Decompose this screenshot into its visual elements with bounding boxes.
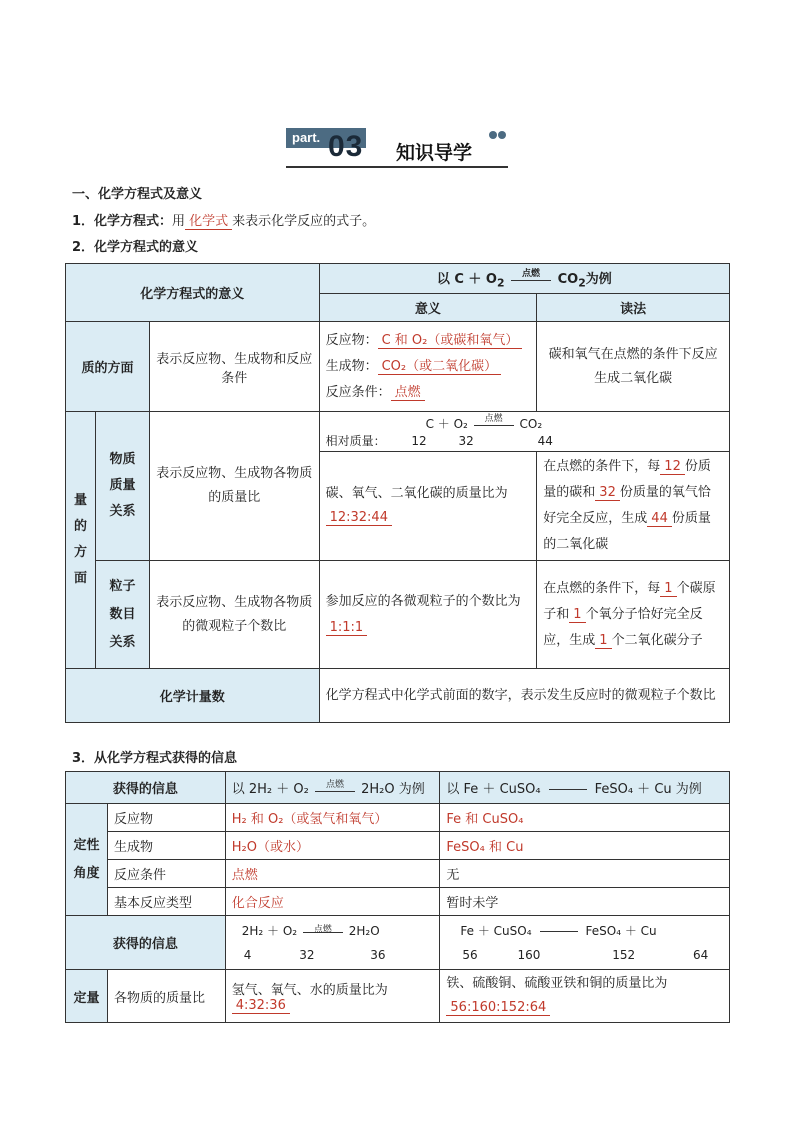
r3-v2: 无 <box>440 860 730 888</box>
part-number: 03 <box>328 130 364 163</box>
dx-label: 定性 角度 <box>66 804 108 916</box>
liang-label: 量 的 方 面 <box>66 412 96 669</box>
m-desc: 表示反应物、生成物各物质的质量比 <box>149 412 319 561</box>
meaning-table <box>65 263 730 723</box>
q-label: 质的方面 <box>66 322 150 412</box>
j-label: 化学计量数 <box>66 669 320 723</box>
i-label: 获得的信息 <box>66 916 226 970</box>
p-ratio: 参加反应的各微观粒子的个数比为1:1:1 <box>319 561 537 669</box>
r2-v2: FeSO₄ 和 Cu <box>440 832 730 860</box>
h-info: 获得的信息 <box>66 772 226 804</box>
i-eq2: Fe ＋ CuSO₄ FeSO₄ ＋ Cu 56 160 152 64 <box>440 916 730 970</box>
section-title: 知识导学 <box>396 142 473 164</box>
m-label: 物质 质量 关系 <box>95 412 149 561</box>
r1-label: 反应物 <box>107 804 225 832</box>
h-dufa: 读法 <box>537 294 730 322</box>
def-line: 1．化学方程式：用 化学式 来表示化学反应的式子。 <box>72 214 376 229</box>
dl-sub: 各物质的质量比 <box>107 970 225 1023</box>
h-ex2: 以 Fe ＋ CuSO₄ FeSO₄ ＋ Cu 为例 <box>440 772 730 804</box>
dl-v1: 氢气、氧气、水的质量比为4:32:36 <box>225 970 440 1023</box>
m-read: 在点燃的条件下，每 12 份质量的碳和 32 份质量的氧气恰好完全反应，生成 44 份质量的二氧化碳 <box>537 452 730 561</box>
r2-label: 生成物 <box>107 832 225 860</box>
s3-title: 3．从化学方程式获得的信息 <box>72 751 238 766</box>
q-desc: 表示反应物、生成物和反应条件 <box>149 322 319 412</box>
r1-v1: H₂ 和 O₂（或氢气和氧气） <box>225 804 440 832</box>
s1-title: 一、化学方程式及意义 <box>72 187 203 202</box>
info-table <box>65 771 730 1023</box>
i-eq1: 2H₂ ＋ O₂ 点燃 2H₂O 4 32 36 <box>225 916 440 970</box>
dl-v2: 铁、硫酸铜、硫酸亚铁和铜的质量比为 56:160:152:64 <box>440 970 730 1023</box>
r4-label: 基本反应类型 <box>107 888 225 916</box>
p-read: 在点燃的条件下，每 1 个碳原子和 1 个氧分子恰好完全反应，生成 1 个二氧化碳分子 <box>537 561 730 669</box>
section-header <box>286 126 508 168</box>
dl-label: 定量 <box>66 970 108 1023</box>
r4-v2: 暂时未学 <box>440 888 730 916</box>
r4-v1: 化合反应 <box>225 888 440 916</box>
h-example: 以 $C + O_2$ 点燃 $CO_2$为例 <box>319 264 729 294</box>
r3-label: 反应条件 <box>107 860 225 888</box>
decor-dots-icon <box>488 128 508 142</box>
q-read: 碳和氧气在点燃的条件下反应生成二氧化碳 <box>537 322 730 412</box>
p-label: 粒子 数目 关系 <box>95 561 149 669</box>
m-equation: C ＋ O₂ 点燃 CO₂ 相对质量： 12 32 44 <box>319 412 729 452</box>
blank-def: 化学式 <box>185 214 232 230</box>
part-tag: part. <box>286 128 366 148</box>
p-desc: 表示反应物、生成物各物质的微观粒子个数比 <box>149 561 319 669</box>
s2-title: 2．化学方程式的意义 <box>72 240 199 255</box>
q-meaning: 反应物： C 和 O₂（或碳和氧气） 生成物： CO₂（或二氧化碳） 反应条件： 点燃 <box>319 322 537 412</box>
r1-v2: Fe 和 CuSO₄ <box>440 804 730 832</box>
h-ex1: 以 2H₂ ＋ O₂ 点燃 2H₂O 为例 <box>225 772 440 804</box>
h-yiyi: 意义 <box>319 294 537 322</box>
r2-v1: H₂O（或水） <box>225 832 440 860</box>
m-ratio: 碳、氧气、二氧化碳的质量比为 12:32:44 <box>319 452 537 561</box>
r3-v1: 点燃 <box>225 860 440 888</box>
h-meaning: 化学方程式的意义 <box>66 264 320 322</box>
header-underline <box>286 166 508 168</box>
j-text: 化学方程式中化学式前面的数字，表示发生反应时的微观粒子个数比 <box>319 669 729 723</box>
